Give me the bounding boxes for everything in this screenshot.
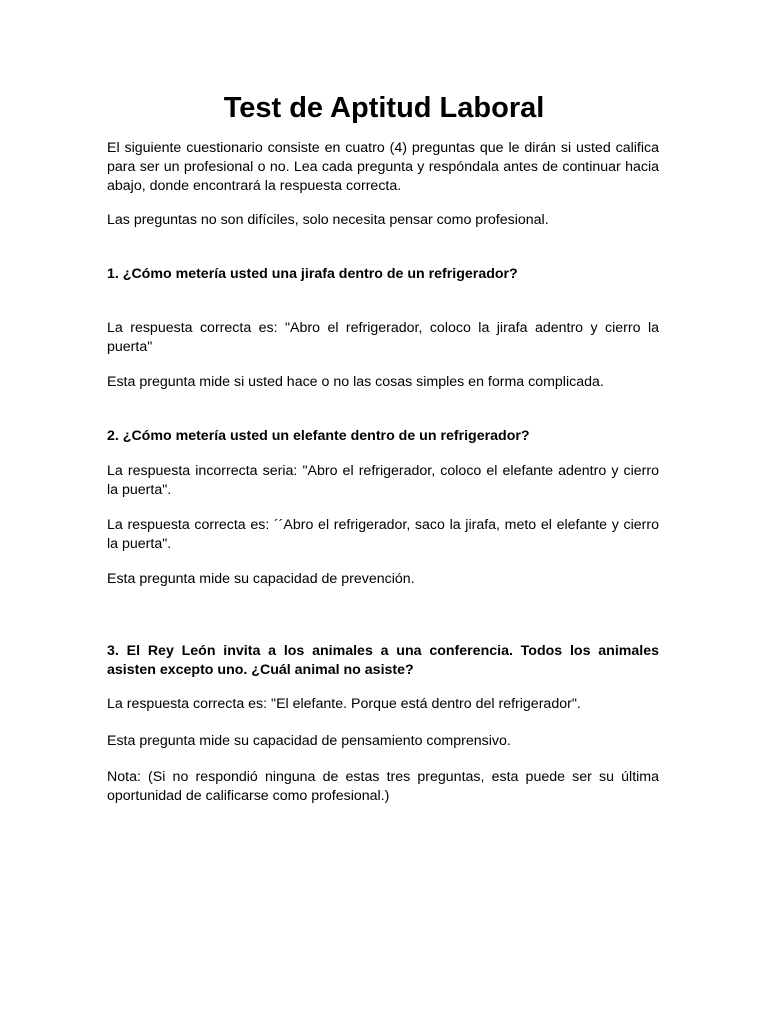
intro-paragraph: El siguiente cuestionario consiste en cuatro (4) preguntas que le dirán si usted califica para ser un profesional o no. Lea cada pregunta y respóndala antes de continuar hacia abajo, donde encontrará la respuesta correcta.: [107, 140, 659, 194]
intro-paragraph-2: Las preguntas no son difíciles, solo necesita pensar como profesional.: [107, 212, 549, 228]
question-2-wrong-answer: La respuesta incorrecta seria: "Abro el refrigerador, coloco el elefante adentro y cierro la puerta".: [107, 463, 659, 498]
question-1-explanation: Esta pregunta mide si usted hace o no las cosas simples en forma complicada.: [107, 374, 604, 390]
page-title: Test de Aptitud Laboral: [223, 92, 545, 124]
question-2-answer: La respuesta correcta es: ´´Abro el refrigerador, saco la jirafa, meto el elefante y cierro la puerta".: [107, 517, 659, 552]
question-3-explanation: Esta pregunta mide su capacidad de pensamiento comprensivo.: [107, 733, 511, 749]
question-3: 3. El Rey León invita a los animales a una conferencia. Todos los animales asisten excepto uno. ¿Cuál animal no asiste?: [107, 643, 659, 678]
question-1-answer: La respuesta correcta es: "Abro el refrigerador, coloco la jirafa adentro y cierro la puerta": [107, 320, 659, 355]
question-3-answer: La respuesta correcta es: "El elefante. Porque está dentro del refrigerador".: [107, 696, 581, 712]
question-2: 2. ¿Cómo metería usted un elefante dentro de un refrigerador?: [107, 428, 530, 444]
question-2-explanation: Esta pregunta mide su capacidad de prevención.: [107, 571, 415, 587]
question-1: 1. ¿Cómo metería usted una jirafa dentro de un refrigerador?: [107, 266, 518, 282]
closing-note: Nota: (Si no respondió ninguna de estas tres preguntas, esta puede ser su última oportunidad de calificarse como profesional.): [107, 769, 659, 804]
